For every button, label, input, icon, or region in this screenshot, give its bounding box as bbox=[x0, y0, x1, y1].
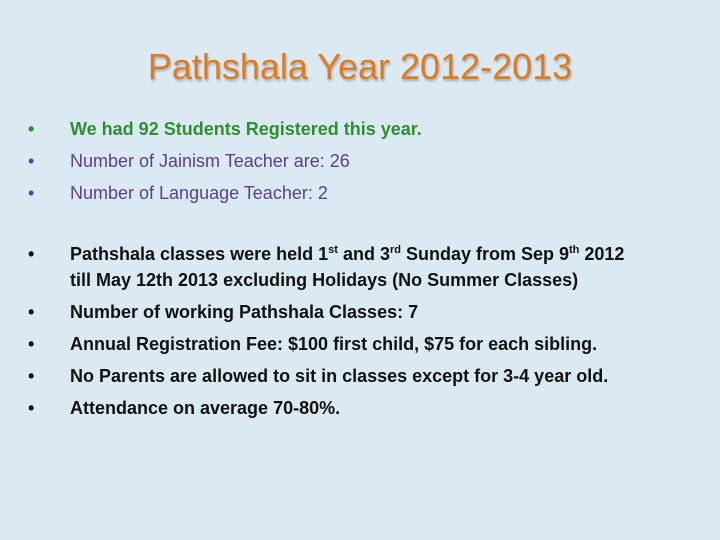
list-item bbox=[28, 113, 688, 145]
list-item bbox=[28, 238, 688, 296]
list-item bbox=[28, 296, 688, 328]
list-item-text: Number of working Pathshala Classes: 7 bbox=[70, 302, 419, 322]
slide-title: Pathshala Year 2012-2013 bbox=[147, 46, 573, 87]
list-item bbox=[28, 145, 688, 177]
list-item-text: Number of Language Teacher: 2 bbox=[70, 183, 328, 203]
bullet-icon: • bbox=[28, 366, 35, 386]
details-list bbox=[28, 238, 688, 424]
list-item bbox=[28, 392, 688, 424]
bullet-icon: • bbox=[28, 151, 35, 171]
bullet-icon: • bbox=[28, 398, 35, 418]
list-item-text: No Parents are allowed to sit in classes except for 3-4 year old. bbox=[70, 366, 609, 386]
list-item-text: Number of Jainism Teacher are: 26 bbox=[70, 151, 350, 171]
list-item-text: Pathshala classes were held 1st and 3rd Sunday from Sep 9th 2012 till May 12th 2013 excluding Holidays (No Summer Classes) bbox=[70, 244, 625, 290]
list-item-text: Annual Registration Fee: $100 first child, $75 for each sibling. bbox=[70, 334, 598, 354]
bullet-icon: • bbox=[28, 119, 35, 139]
bullet-icon: • bbox=[28, 302, 35, 322]
bullet-icon: • bbox=[28, 183, 35, 203]
list-item bbox=[28, 360, 688, 392]
list-item bbox=[28, 328, 688, 360]
list-item-text: We had 92 Students Registered this year. bbox=[70, 119, 422, 139]
bullet-icon: • bbox=[28, 334, 35, 354]
bullet-icon: • bbox=[28, 244, 35, 264]
list-item-text: Attendance on average 70-80%. bbox=[70, 398, 341, 418]
list-item bbox=[28, 177, 688, 209]
summary-list bbox=[28, 113, 688, 209]
